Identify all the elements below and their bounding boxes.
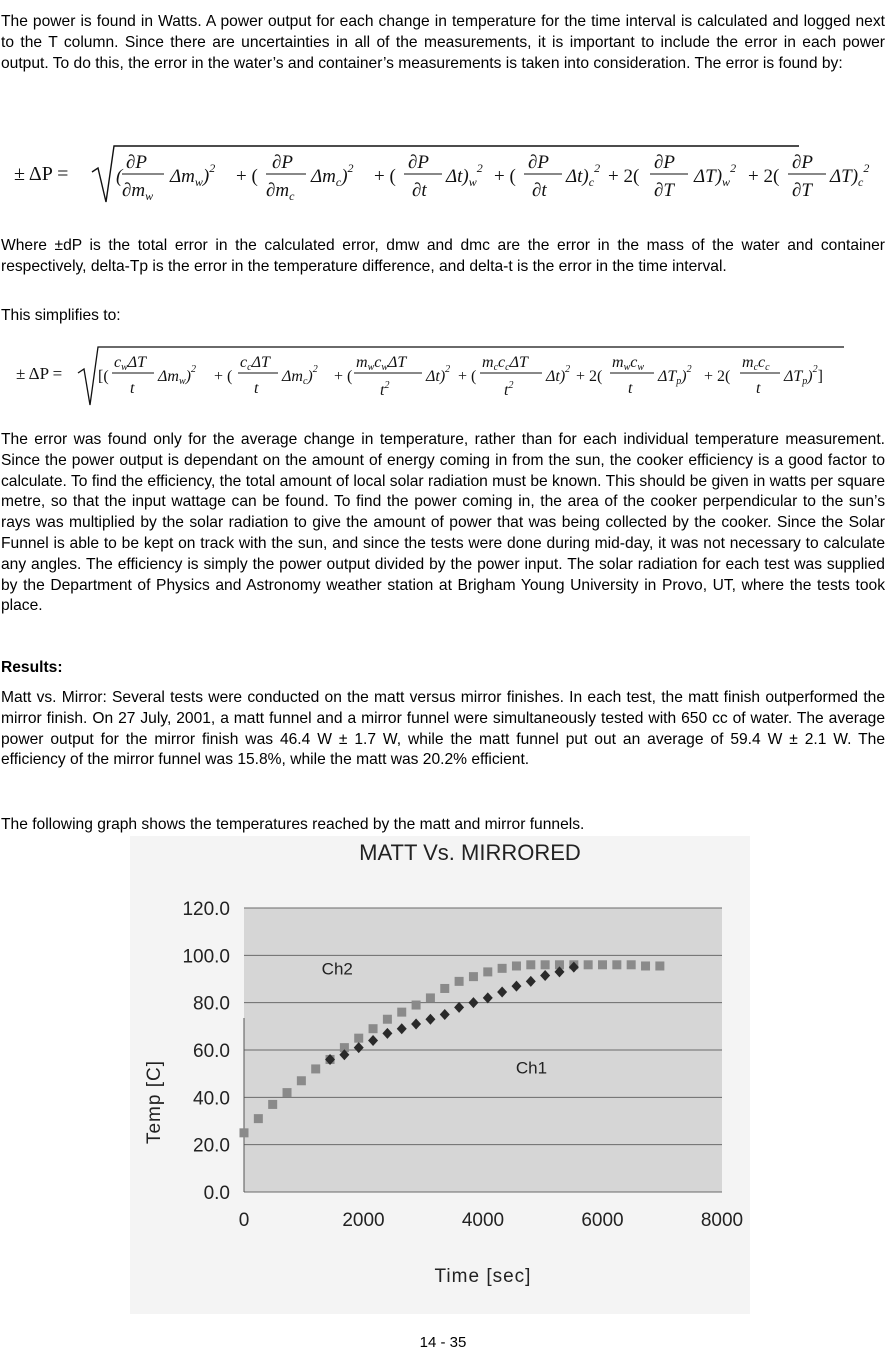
svg-text:t2: $t^2$ [380, 380, 390, 399]
paragraph-matt-vs-mirror: Matt vs. Mirror: Several tests were conducted on the matt versus mirror finishes. In each test, the matt finish outperformed the mirror finish. On 27 July, 2001, a matt funnel and a mirror funnel were simultaneously tested with 650 cc of water. The average power output for the mirror finish was 46.4 W ± 1.7 W, while the matt funnel put out an average of 59.4 W ± 2.1 W. The efficiency of the mirror funnel was 15.8%, while the matt was 20.2% efficient. [1, 689, 885, 769]
ch2-data-point [311, 1064, 320, 1073]
ch2-data-point [426, 993, 435, 1002]
x-tick-label: 6000 [581, 1210, 624, 1231]
ch2-data-point [383, 1015, 392, 1024]
equation-full-error [14, 142, 874, 210]
ch2-data-point [612, 960, 621, 969]
y-tick-label: 40.0 [193, 1088, 230, 1110]
svg-text:∂P: ∂P [126, 152, 147, 173]
svg-text:t: t [130, 380, 135, 397]
results-heading: Results: [1, 659, 63, 676]
svg-text:t: t [628, 380, 633, 397]
svg-text:∂P: ∂P [528, 152, 549, 173]
equation-lhs: ± ΔP = [14, 163, 69, 185]
y-axis-label: Temp [C] [144, 1059, 165, 1145]
ch2-data-point [455, 977, 464, 986]
svg-text:[(: [( [98, 368, 109, 385]
ch2-data-point [598, 960, 607, 969]
y-tick-label: 60.0 [193, 1041, 230, 1062]
svg-text:∂T: ∂T [654, 180, 674, 201]
svg-text:∂mc: $\partial m_c$ [266, 180, 295, 203]
ch2-data-point [240, 1128, 249, 1137]
ch2-data-point [641, 961, 650, 970]
svg-text:∂P: ∂P [408, 152, 429, 173]
svg-text:∂t: ∂t [532, 180, 547, 201]
svg-text:+ (: + ( [214, 368, 233, 385]
chart-svg [130, 836, 750, 1314]
y-tick-label: 20.0 [193, 1135, 230, 1157]
paragraph-graph-intro: The following graph shows the temperatures reached by the matt and mirror funnels. [1, 816, 585, 833]
svg-text:Δmc)2: $\Delta m_c)^2$ [311, 161, 354, 189]
svg-text:∂t: ∂t [412, 180, 427, 201]
ch2-data-point [498, 964, 507, 973]
ch2-data-point [354, 1034, 363, 1043]
ch2-data-point [297, 1076, 306, 1085]
svg-text:Δmw)2: Δmw)$^2$ [158, 364, 196, 387]
svg-text:ΔT)c2: $\Delta T)_c^2$ [830, 161, 870, 189]
paragraph-simplifies: This simplifies to: [1, 307, 121, 324]
svg-text:∂mw: $\partial m_w$ [122, 180, 154, 203]
x-tick-label: 2000 [342, 1210, 385, 1231]
ch2-data-point [369, 1024, 378, 1033]
paragraph-efficiency-method: The error was found only for the average change in temperature, rather than for each individual temperature measurement. Since the power output is dependant on the amount of energy coming in from the sun, the cooker efficiency is a good factor to calculate. To find the efficiency, the total amount of local solar radiation must be known. This should be given in watts per square metre, so that the input wattage can be found. To find the power coming in, the area of the cooker perpendicular to the sun’s rays was multiplied by the solar radiation to give the amount of power that was being collected by the cooker. Since the Solar Funnel is able to be kept on track with the sun, and since the tests were done during mid-day, it was not necessary to calculate any angles. The efficiency is simply the power output divided by the power input. The solar radiation for each test was supplied by the Department of Physics and Astronomy weather station at Brigham Young University in Provo, UT, where the tests took place. [1, 431, 885, 615]
paragraph-error-definition: Where ±dP is the total error in the calculated error, dmw and dmc are the error in the mass of the water and container respectively, delta-Tp is the error in the temperature difference, and delta-t is the error in the time interval. [1, 237, 885, 275]
x-tick-label: 4000 [461, 1210, 505, 1231]
annotation-ch2: Ch2 [321, 959, 353, 979]
y-tick-label: 100.0 [182, 946, 230, 968]
ch2-data-point [541, 960, 550, 969]
svg-text:cwΔT: cwΔT [114, 354, 147, 373]
svg-text:ΔT)w2: $\Delta T)_w^2$ [694, 161, 737, 189]
svg-text:+ 2(: + 2( [748, 166, 780, 187]
svg-text:ΔTp)2]: ΔTp)$^2$] [784, 364, 823, 387]
svg-text:+ 2(: + 2( [608, 166, 640, 187]
svg-text:mwcw: mwcw [612, 354, 645, 373]
svg-text:t: t [254, 380, 259, 397]
svg-text:+ 2(: + 2( [704, 368, 731, 385]
svg-text:∂P: ∂P [654, 152, 675, 173]
y-tick-label: 0.0 [203, 1183, 230, 1204]
ch2-data-point [483, 967, 492, 976]
ch2-data-point [283, 1088, 292, 1097]
annotation-ch1: Ch1 [515, 1058, 548, 1078]
svg-text:∂P: ∂P [272, 152, 293, 173]
svg-text:mcccΔT: mcccΔT [482, 354, 528, 373]
ch2-data-point [526, 960, 535, 969]
page-number: 14 - 35 [419, 1334, 467, 1351]
svg-text:Δt)w2: $\Delta t)_w^2$ [446, 161, 483, 189]
svg-text:Δt)2: Δt)$^2$ [426, 364, 451, 385]
ch2-data-point [627, 960, 636, 969]
equation-lhs: ± ΔP = [16, 364, 63, 383]
svg-text:Δmc)2: Δmc)$^2$ [282, 364, 318, 387]
svg-text:Δmw)2: $\Delta m_w)^2$ [170, 161, 216, 189]
svg-text:+ (: + ( [334, 368, 353, 385]
ch2-data-point [254, 1114, 263, 1123]
svg-text:+ (: + ( [458, 368, 477, 385]
ch2-data-point [268, 1100, 277, 1109]
ch2-data-point [440, 984, 449, 993]
x-tick-label: 8000 [700, 1210, 744, 1231]
svg-text:Δt)2: Δt)$^2$ [546, 364, 571, 385]
svg-text:ccΔT: ccΔT [240, 354, 270, 373]
y-tick-label: 80.0 [193, 993, 230, 1015]
chart-title: MATT Vs. MIRRORED [359, 840, 581, 865]
x-tick-label: 0 [238, 1210, 250, 1231]
ch2-data-point [512, 961, 521, 970]
svg-text:mccc: mccc [742, 354, 770, 373]
x-axis-label: Time [sec] [434, 1266, 532, 1287]
svg-text:t2: $t^2$ [504, 380, 514, 399]
svg-text:Δt)c2: $\Delta t)_c^2$ [566, 161, 601, 189]
ch2-data-point [584, 960, 593, 969]
svg-text:+ (: + ( [374, 166, 396, 187]
ch2-data-point [397, 1008, 406, 1017]
equation-simplified-error [14, 341, 874, 421]
ch2-data-point [469, 972, 478, 981]
svg-text:+ (: + ( [494, 166, 516, 187]
svg-text:ΔTp)2: ΔTp)$^2$ [658, 364, 692, 387]
paragraph-power-intro: The power is found in Watts. A power output for each change in temperature for the time interval is calculated and logged next to the T column. Since there are uncertainties in all of the measurements, it is important to include the error in each power output. To do this, the error in the water’s and container’s measurements is taken into consideration. The error is found by: [1, 13, 885, 72]
svg-text:∂P: ∂P [792, 152, 813, 173]
y-tick-label: 120.0 [182, 899, 230, 920]
svg-text:+ 2(: + 2( [576, 368, 603, 385]
svg-text:t: t [756, 380, 761, 397]
temperature-chart [130, 836, 750, 1314]
ch2-data-point [655, 961, 664, 970]
ch2-data-point [412, 1001, 421, 1010]
svg-text:+ (: + ( [236, 166, 258, 187]
svg-text:mwcwΔT: mwcwΔT [356, 354, 407, 373]
svg-text:(: ( [116, 166, 123, 187]
svg-text:∂T: ∂T [792, 180, 812, 201]
